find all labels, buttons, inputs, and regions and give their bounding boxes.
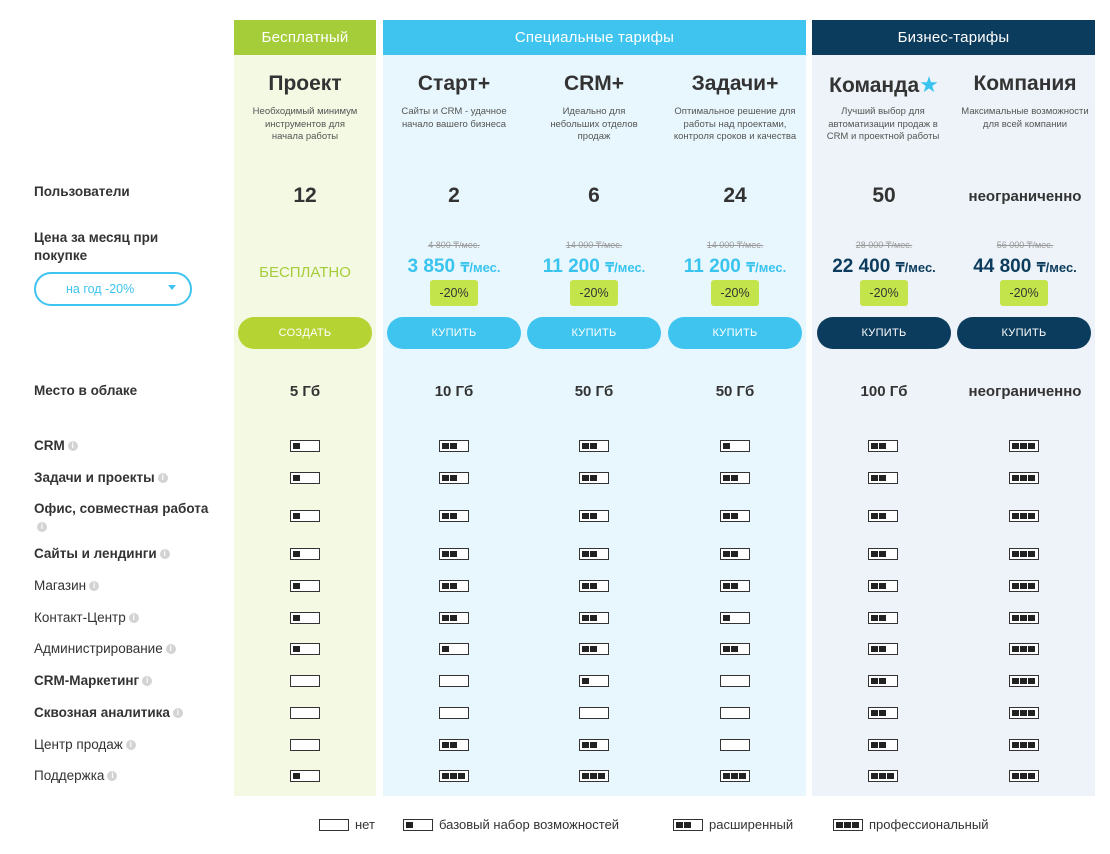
legend-none-label: нет xyxy=(355,817,375,832)
level-bar xyxy=(879,678,886,684)
level-extended-icon xyxy=(720,643,750,655)
level-bar xyxy=(293,615,300,621)
level-bar xyxy=(442,475,449,481)
level-pro-icon xyxy=(1009,580,1039,592)
level-extended-icon xyxy=(868,580,898,592)
level-bar xyxy=(450,583,457,589)
level-bar xyxy=(1028,742,1035,748)
level-bar xyxy=(879,646,886,652)
level-basic-icon xyxy=(290,770,320,782)
level-bar xyxy=(450,513,457,519)
legend-basic-label: базовый набор возможностей xyxy=(439,817,620,832)
storage-kompaniya: неограниченно xyxy=(968,383,1082,400)
old-price-komanda: 28 000 ₸/мес. xyxy=(855,240,913,250)
level-bar xyxy=(442,443,449,449)
price-unit: ₸/мес. xyxy=(1036,260,1077,275)
star-icon: ★ xyxy=(919,72,939,97)
info-icon[interactable]: i xyxy=(129,613,139,623)
level-bar xyxy=(1012,443,1019,449)
feature-label-text: CRM-Маркетинг xyxy=(34,673,140,688)
feature-label-text: Магазин xyxy=(34,578,87,593)
level-empty-icon xyxy=(290,739,320,751)
level-basic-icon xyxy=(290,510,320,522)
level-bar xyxy=(442,615,449,621)
storage-start-plus: 10 Гб xyxy=(434,383,474,400)
feature-label-text: Задачи и проекты xyxy=(34,470,155,485)
level-bar xyxy=(1028,710,1035,716)
price-unit: ₸/мес. xyxy=(746,260,787,275)
level-bar xyxy=(723,443,730,449)
level-bar xyxy=(582,443,589,449)
feature-label xyxy=(34,704,224,722)
level-bar xyxy=(293,475,300,481)
level-bar xyxy=(1020,513,1027,519)
level-basic-icon xyxy=(720,440,750,452)
feature-label xyxy=(34,609,224,627)
level-empty-icon xyxy=(439,675,469,687)
level-basic-icon xyxy=(403,819,433,831)
level-bar xyxy=(1028,773,1035,779)
row-label-users: Пользователи xyxy=(34,184,130,199)
plan-name-crm-plus: CRM+ xyxy=(563,72,625,95)
level-bar xyxy=(1028,551,1035,557)
level-extended-icon xyxy=(439,580,469,592)
level-extended-icon xyxy=(868,510,898,522)
price-amount: 3 850 xyxy=(407,256,456,277)
old-price-zadachi-plus: 14 000 ₸/мес. xyxy=(706,240,764,250)
level-bar xyxy=(293,583,300,589)
level-bar xyxy=(1012,710,1019,716)
plan-desc-crm-plus: Идеально для небольших отделов продаж xyxy=(550,106,638,142)
level-basic-icon xyxy=(290,580,320,592)
level-bar xyxy=(723,513,730,519)
level-extended-icon xyxy=(439,510,469,522)
level-basic-icon xyxy=(290,472,320,484)
level-bar xyxy=(731,475,738,481)
level-bar xyxy=(731,583,738,589)
level-bar xyxy=(731,513,738,519)
discount-badge-zadachi-plus: -20% xyxy=(711,280,759,306)
level-bar xyxy=(1020,443,1027,449)
level-bar xyxy=(1012,646,1019,652)
level-extended-icon xyxy=(579,472,609,484)
row-label-price: Цена за месяц при покупке xyxy=(34,230,159,263)
info-icon[interactable]: i xyxy=(37,522,47,532)
feature-label-text: Сайты и лендинги xyxy=(34,546,157,561)
level-bar xyxy=(879,773,886,779)
price-start-plus xyxy=(387,256,521,278)
level-bar xyxy=(879,710,886,716)
level-bar xyxy=(590,475,597,481)
info-icon[interactable]: i xyxy=(89,581,99,591)
buy-button-crm-plus[interactable]: КУПИТЬ xyxy=(527,317,661,349)
level-bar xyxy=(598,773,605,779)
level-extended-icon xyxy=(868,739,898,751)
level-extended-icon xyxy=(439,548,469,560)
feature-label-text: Администрирование xyxy=(34,641,163,656)
level-extended-icon xyxy=(439,739,469,751)
storage-komanda: 100 Гб xyxy=(860,383,908,400)
level-bar xyxy=(590,551,597,557)
level-bar xyxy=(450,742,457,748)
level-bar xyxy=(1020,475,1027,481)
level-bar xyxy=(1012,475,1019,481)
period-select[interactable] xyxy=(34,272,192,306)
level-empty-icon xyxy=(579,707,609,719)
level-bar xyxy=(442,773,449,779)
users-zadachi-plus: 24 xyxy=(723,184,747,207)
level-extended-icon xyxy=(439,612,469,624)
level-empty-icon xyxy=(290,675,320,687)
level-pro-icon xyxy=(1009,440,1039,452)
level-bar xyxy=(871,583,878,589)
plan-name-zadachi-plus: Задачи+ xyxy=(691,72,779,95)
buy-button-komanda[interactable]: КУПИТЬ xyxy=(817,317,951,349)
level-bar xyxy=(723,583,730,589)
level-bar xyxy=(582,513,589,519)
level-bar xyxy=(450,475,457,481)
level-bar xyxy=(871,773,878,779)
level-bar xyxy=(1028,615,1035,621)
level-bar xyxy=(1028,678,1035,684)
level-basic-icon xyxy=(290,612,320,624)
level-bar xyxy=(590,513,597,519)
level-extended-icon xyxy=(439,440,469,452)
level-empty-icon xyxy=(720,707,750,719)
users-start-plus: 2 xyxy=(448,184,460,207)
buy-button-zadachi-plus[interactable]: КУПИТЬ xyxy=(668,317,802,349)
level-pro-icon xyxy=(1009,472,1039,484)
discount-badge-komanda: -20% xyxy=(860,280,908,306)
level-bar xyxy=(293,646,300,652)
level-bar xyxy=(582,773,589,779)
level-bar xyxy=(739,773,746,779)
plan-name-proekt: Проект xyxy=(268,72,342,95)
group-header-special: Специальные тарифы xyxy=(383,20,806,55)
feature-label xyxy=(34,640,224,658)
level-extended-icon xyxy=(579,440,609,452)
level-bar xyxy=(1028,583,1035,589)
feature-label xyxy=(34,672,224,690)
level-pro-icon xyxy=(1009,510,1039,522)
level-bar xyxy=(1012,615,1019,621)
discount-badge-start-plus: -20% xyxy=(430,280,478,306)
level-bar xyxy=(879,583,886,589)
level-bar xyxy=(1012,513,1019,519)
info-icon[interactable]: i xyxy=(166,644,176,654)
level-bar xyxy=(879,513,886,519)
level-bar xyxy=(590,742,597,748)
level-extended-icon xyxy=(579,510,609,522)
level-extended-icon xyxy=(868,612,898,624)
level-bar xyxy=(871,443,878,449)
level-extended-icon xyxy=(579,612,609,624)
feature-label-text: Центр продаж xyxy=(34,737,123,752)
level-pro-icon xyxy=(1009,707,1039,719)
feature-label xyxy=(34,736,224,754)
level-bar xyxy=(442,551,449,557)
level-pro-icon xyxy=(833,819,863,831)
level-extended-icon xyxy=(720,580,750,592)
level-extended-icon xyxy=(579,739,609,751)
level-bar xyxy=(871,513,878,519)
info-icon[interactable]: i xyxy=(142,676,152,686)
level-bar xyxy=(1028,475,1035,481)
old-price-kompaniya: 56 000 ₸/мес. xyxy=(996,240,1054,250)
legend-pro xyxy=(833,817,988,832)
price-unit: ₸/мес. xyxy=(895,260,936,275)
level-bar xyxy=(1012,583,1019,589)
level-bar xyxy=(582,678,589,684)
level-bar xyxy=(1020,551,1027,557)
level-empty-icon xyxy=(720,739,750,751)
level-extended-icon xyxy=(673,819,703,831)
level-bar xyxy=(1012,773,1019,779)
info-icon[interactable]: i xyxy=(160,549,170,559)
users-proekt: 12 xyxy=(293,184,317,207)
level-bar xyxy=(723,646,730,652)
level-bar xyxy=(442,742,449,748)
plan-desc-komanda: Лучший выбор для автоматизации продаж в CRM и проектной работы xyxy=(826,106,940,142)
level-bar xyxy=(1028,443,1035,449)
level-bar xyxy=(590,443,597,449)
storage-zadachi-plus: 50 Гб xyxy=(715,383,755,400)
plan-name-start-plus: Старт+ xyxy=(417,72,491,95)
level-extended-icon xyxy=(579,580,609,592)
users-komanda: 50 xyxy=(872,184,896,207)
level-bar xyxy=(1020,773,1027,779)
row-label-storage: Место в облаке xyxy=(34,383,138,398)
buy-button-start-plus[interactable]: КУПИТЬ xyxy=(387,317,521,349)
plan-desc-zadachi-plus: Оптимальное решение для работы над проектами, контроля сроков и качества xyxy=(673,106,797,142)
level-bar xyxy=(450,443,457,449)
level-bar xyxy=(871,646,878,652)
level-extended-icon xyxy=(868,643,898,655)
level-bar xyxy=(442,583,449,589)
level-bar xyxy=(723,615,730,621)
info-icon[interactable]: i xyxy=(173,708,183,718)
level-extended-icon xyxy=(439,472,469,484)
level-bar xyxy=(731,646,738,652)
level-bar xyxy=(723,475,730,481)
level-bar xyxy=(293,773,300,779)
feature-label xyxy=(34,437,224,455)
level-bar xyxy=(879,475,886,481)
plan-name-komanda-label: Команда xyxy=(829,74,920,97)
level-bar xyxy=(590,646,597,652)
users-crm-plus: 6 xyxy=(588,184,600,207)
level-basic-icon xyxy=(290,643,320,655)
price-kompaniya xyxy=(955,256,1095,278)
feature-label xyxy=(34,767,224,785)
plan-name-komanda xyxy=(814,72,954,98)
level-bar xyxy=(450,551,457,557)
feature-label xyxy=(34,500,229,536)
level-pro-icon xyxy=(1009,548,1039,560)
level-bar xyxy=(582,646,589,652)
level-bar xyxy=(1020,710,1027,716)
plan-desc-proekt: Необходимый минимум инструментов для начала работы xyxy=(252,106,358,142)
chevron-down-icon xyxy=(168,285,176,290)
price-unit: ₸/мес. xyxy=(460,260,501,275)
level-extended-icon xyxy=(720,548,750,560)
level-bar xyxy=(293,551,300,557)
level-bar xyxy=(871,710,878,716)
info-icon[interactable]: i xyxy=(126,740,136,750)
feature-label-text: CRM xyxy=(34,438,65,453)
level-bar xyxy=(1020,646,1027,652)
users-kompaniya: неограниченно xyxy=(968,188,1082,205)
level-basic-icon xyxy=(720,612,750,624)
feature-label-text: Контакт-Центр xyxy=(34,610,126,625)
level-bar xyxy=(582,742,589,748)
level-pro-icon xyxy=(868,770,898,782)
feature-label xyxy=(34,545,224,563)
level-bar xyxy=(871,742,878,748)
level-empty-icon xyxy=(720,675,750,687)
level-basic-icon xyxy=(439,643,469,655)
level-bar xyxy=(293,513,300,519)
plan-desc-kompaniya: Максимальные возможности для всей компании xyxy=(961,106,1089,130)
level-bar xyxy=(293,443,300,449)
level-bar xyxy=(450,615,457,621)
level-empty-icon xyxy=(290,707,320,719)
level-empty-icon xyxy=(439,707,469,719)
legend-basic xyxy=(403,817,619,832)
plan-desc-start-plus: Сайты и CRM - удачное начало вашего бизнеса xyxy=(401,106,507,130)
feature-label-text: Сквозная аналитика xyxy=(34,705,170,720)
price-unit: ₸/мес. xyxy=(605,260,646,275)
price-amount: 11 200 xyxy=(542,256,600,277)
level-bar xyxy=(1012,742,1019,748)
level-bar xyxy=(582,615,589,621)
level-bar xyxy=(731,773,738,779)
price-crm-plus xyxy=(527,256,661,278)
level-bar xyxy=(442,513,449,519)
level-bar xyxy=(879,742,886,748)
discount-badge-kompaniya: -20% xyxy=(1000,280,1048,306)
legend-extended-label: расширенный xyxy=(709,817,794,832)
level-extended-icon xyxy=(579,643,609,655)
level-bar xyxy=(723,551,730,557)
level-bar xyxy=(871,678,878,684)
storage-crm-plus: 50 Гб xyxy=(574,383,614,400)
buy-button-kompaniya[interactable]: КУПИТЬ xyxy=(957,317,1091,349)
level-bar xyxy=(871,615,878,621)
legend-pro-label: профессиональный xyxy=(869,817,989,832)
legend-none xyxy=(319,817,375,832)
level-bar xyxy=(887,773,894,779)
level-extended-icon xyxy=(579,548,609,560)
level-bar xyxy=(1012,678,1019,684)
level-bar xyxy=(582,475,589,481)
level-bar xyxy=(1020,615,1027,621)
info-icon[interactable]: i xyxy=(158,473,168,483)
level-bar xyxy=(1028,513,1035,519)
level-bar xyxy=(879,443,886,449)
level-bar xyxy=(723,773,730,779)
level-extended-icon xyxy=(720,510,750,522)
level-bar xyxy=(1020,742,1027,748)
price-komanda xyxy=(814,256,954,278)
plan-name-kompaniya: Компания xyxy=(973,72,1077,95)
level-pro-icon xyxy=(1009,675,1039,687)
level-extended-icon xyxy=(720,472,750,484)
group-header-free: Бесплатный xyxy=(234,20,376,55)
level-pro-icon xyxy=(720,770,750,782)
level-empty-icon xyxy=(319,819,349,831)
level-bar xyxy=(590,615,597,621)
old-price-crm-plus: 14 000 ₸/мес. xyxy=(565,240,623,250)
level-bar xyxy=(871,475,878,481)
level-pro-icon xyxy=(1009,612,1039,624)
legend-extended xyxy=(673,817,793,832)
price-amount: 11 200 xyxy=(683,256,741,277)
level-bar xyxy=(1028,646,1035,652)
level-extended-icon xyxy=(868,707,898,719)
level-extended-icon xyxy=(868,548,898,560)
price-zadachi-plus xyxy=(668,256,802,278)
info-icon[interactable]: i xyxy=(68,441,78,451)
feature-label-text: Поддержка xyxy=(34,768,105,783)
level-bar xyxy=(1020,583,1027,589)
level-basic-icon xyxy=(579,675,609,687)
level-bar xyxy=(458,773,465,779)
level-bar xyxy=(582,551,589,557)
level-bar xyxy=(1012,551,1019,557)
level-bar xyxy=(1020,678,1027,684)
feature-label xyxy=(34,469,224,487)
level-bar xyxy=(731,551,738,557)
period-select-value: на год -20% xyxy=(66,282,135,296)
price-proekt: БЕСПЛАТНО xyxy=(259,264,351,281)
storage-proekt: 5 Гб xyxy=(289,383,321,400)
level-pro-icon xyxy=(579,770,609,782)
level-pro-icon xyxy=(1009,739,1039,751)
price-amount: 44 800 xyxy=(973,256,1032,277)
price-amount: 22 400 xyxy=(832,256,891,277)
level-extended-icon xyxy=(868,675,898,687)
create-button-proekt[interactable]: СОЗДАТЬ xyxy=(238,317,372,349)
level-extended-icon xyxy=(868,440,898,452)
level-basic-icon xyxy=(290,440,320,452)
feature-label-text: Офис, совместная работа xyxy=(34,501,209,516)
level-pro-icon xyxy=(1009,770,1039,782)
level-bar xyxy=(582,583,589,589)
info-icon[interactable]: i xyxy=(107,771,117,781)
old-price-start-plus: 4 800 ₸/мес. xyxy=(428,240,480,250)
level-basic-icon xyxy=(290,548,320,560)
group-header-business: Бизнес-тарифы xyxy=(812,20,1095,55)
level-extended-icon xyxy=(868,472,898,484)
level-bar xyxy=(442,646,449,652)
level-bar xyxy=(590,583,597,589)
level-bar xyxy=(590,773,597,779)
level-bar xyxy=(879,615,886,621)
level-bar xyxy=(871,551,878,557)
level-bar xyxy=(450,773,457,779)
level-pro-icon xyxy=(1009,643,1039,655)
level-bar xyxy=(879,551,886,557)
feature-label xyxy=(34,577,224,595)
level-pro-icon xyxy=(439,770,469,782)
discount-badge-crm-plus: -20% xyxy=(570,280,618,306)
